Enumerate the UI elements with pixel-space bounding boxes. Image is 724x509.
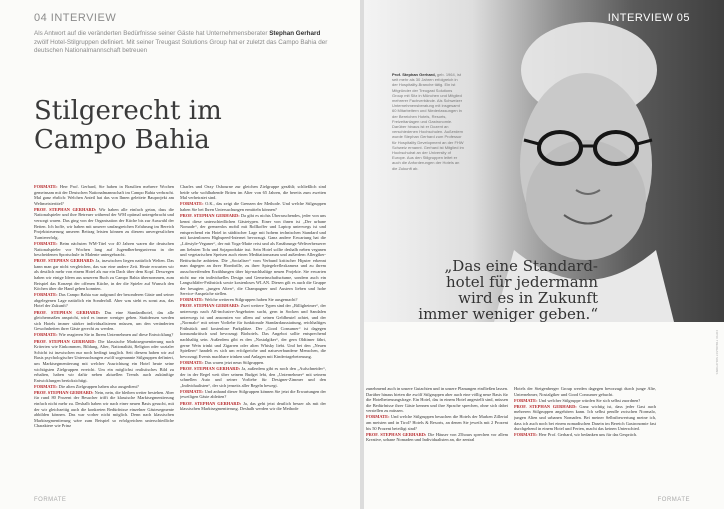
- paragraph-text: Ganz wichtig ist, dass jeder Gast auch mehreren Stilgruppen angehören kann. Ich selbst pendle zwischen Normalo, jungen Alten und urbanen Nomaden. Bei meiner Selbstbewertung meine ich, dass ich auch noch bei einem nomadischen Dasein im Bereich Gastronomie fast durchgehend in einem Hotel und Ferien, macht das keinen Unterschied.: [514, 403, 656, 432]
- paragraph: [180, 360, 326, 366]
- paragraph: [34, 241, 174, 258]
- paragraph-text: Die alten Zielgruppen haben also ausgedient?: [57, 383, 139, 389]
- caption-text: geb. 1964, ist seit mehr als 30 Jahren erfolgreich in der Hospitality-Branche tätig. Ein ist Mitgründer der Treugast Solutions Group mit Sitz in München und Mitglied mehrerer Fachverbände. Als Schweizer Unternehmensberatung mit insgesamt 60 Mitarbeitern und Niederlassungen in der Bereichen Hotels, Resorts, Freizeitanlagen und Gastronomie. Darüber hinaus ist er Dozent an verschiedenen Hochschulen. Außerdem wurde Stephan Gerhard zum Professor für Hospitality Development an der FHW Schweiz ernannt. Gerhard ist Mitglied im Hochschulrat an der University of Europe. Aus den Stilgruppen leitet er auch die Anforderungen der Hotels an die Zukunft ab.: [392, 72, 464, 171]
- intro-lead: Als Antwort auf die veränderten Bedürfnisse seiner Gäste hat Unternehmensberater: [34, 30, 268, 37]
- speaker-label: PROF. STEPHAN GERHARD:: [180, 400, 242, 406]
- paragraph: [366, 414, 508, 431]
- speaker-label: PROF. STEPHAN GERHARD:: [366, 431, 427, 437]
- paragraph-text: Ja, das geht jetzt deutlich besser als mit der klassischen Marktsegmentierung. Deshalb werden wir die Methode: [180, 400, 326, 412]
- paragraph-text: Hotels der Steigenberger Group werden dagegen bevorzugt durch junge Alte, Unternehmer, Nostalgiker und Good Consumer gebucht.: [514, 386, 656, 397]
- section-header: 04 INTERVIEW: [34, 12, 117, 24]
- speaker-label: FORMATE:: [34, 332, 58, 338]
- paragraph: [34, 184, 174, 206]
- paragraph-text: Das eine Standardhotel, das alle gleichermaßen anspricht, wird es immer weniger geben. Stattdessen werden sich Hotels immer stärker individualisieren müssen, um den veränderten Gewohnheiten ihrer Gäste gerecht zu werden.: [34, 309, 174, 332]
- paragraph: [366, 432, 508, 443]
- paragraph-text: Nein, nein, die bleiben weiter bestehen. Aber für rund 80 Prozent der Besucher trifft die klassische Marktsegmentierung einfach nicht mehr zu. Deshalb haben wir nach einer neuen Basis gesucht, mit der wir gleichzeitig auch die konkreten Bedürfnisse einzelner Gästesegmente abbilden können. Das war vorher nicht möglich. Denn nach klassischen Marktsegmentierung wäre zum Beispiel so erfolgreichen unterschiedliche Charaktere wie Prinz: [34, 389, 174, 429]
- paragraph-text: Und welcher Stilgruppe würden Sie sich selbst zuordnen?: [537, 397, 641, 403]
- photo-credit: FOTO: TREUGAST SOLUTIONS: [715, 330, 719, 375]
- paragraph: [180, 389, 326, 400]
- speaker-label: FORMATE:: [514, 397, 538, 403]
- paragraph-text: Und anhand dieser Stilgruppen können Sie jetzt die Erwartungen der jeweiligen Gäste ableiten?: [180, 388, 326, 400]
- paragraph: [514, 432, 656, 438]
- paragraph-text: Da gibt es nichts Überraschendes, jeder von uns kennt diese unterschiedlichen Gästetypen. Einer von ihnen ist „Der urbane Nomade“, der grenzenlos mobil mit Rollkoffer und Laptop unterwegs ist und entsprechend ein Hotel in städtischer Lage mit hohem technischen Standard und mit kostenlosem Highspeed-Internet bevorzugt. Ganz andere Erwartung hat die „Lifestyle-Veganer“, der mit Yoga-Matte reist und als Ernährungs-Weltverbesserer am liebsten Tofu und Sojaprodukte isst. Sein Hotel sollte deshalb neben veganen und vegetarischen Speisen auch einen Meditationsraum und außerdem Allergiker-Betttwäsche anbieten. Die „Socialiser“ vom Verbund kritischer Hipster erkennt man dagegen an ihrer Hornbrille, zu ihrer Spiegelreflexkamera und zu ihrem ausschweifenden Erzählungen über hip-nachhaltige neuen Projekte. Sie erwarten nicht nur ein individuelles Design und Gemeinschaftsräume, sondern auch ein Langschläfer-Frühstück sowie kostenloses WLAN. Diesen gilt es auch die Gruppe der besagten „jungen Alten“, die Champagner und Austern lieben und hohe Service-Ansprüche stellen.: [180, 212, 326, 297]
- title-line-2: Campo Bahia: [34, 125, 210, 155]
- right-column-2: [514, 386, 656, 496]
- paragraph-text: Die Häuser von 25hours sprechen vor allem Kreative, urbane Nomaden und Individualisten an, die zentral: [366, 431, 508, 443]
- right-column-1: [366, 386, 508, 496]
- left-page: [0, 0, 360, 509]
- quote-line-4: immer weniger geben.“: [418, 305, 598, 323]
- paragraph-text: zunehmend auch in unsere Gutachten und in unsere Planungen einfließen lassen. Darüber hinaus bieten die zwölf Stilgruppen aber auch eine völlig neue Basis für die Hotelbetreuungsfrage. Ein Hotel, das in einem Hotel angestellt sind, müssen die Bedürfnisse ihrer Gäste kennen und ihre Sprache sprechen, ohne sich dabei verstellen zu müssen.: [366, 386, 508, 414]
- speaker-label: PROF. STEPHAN GERHARD:: [180, 303, 240, 309]
- speaker-label: PROF. STEPHAN GERHARD:: [34, 389, 94, 395]
- paragraph-text: Das Campo Bahia war aufgrund der besonderen Gäste und seiner abgelegenen Lage natürlich ein Sonderfall. Aber was steht es sonst aus, das Hotel der Zukunft?: [34, 292, 174, 309]
- paragraph: [180, 303, 326, 359]
- paragraph-text: Wir haben alle einfach getan, dass die Nationalspieler und ihre Betreuer während der WM optimal untergebracht und versorgt waren. Das ging von der Organisation der Küche bis zur Auswahl der Betten. Ich hoffe, wir haben mit unserer umfangreichen Erfahrung im Bereich Projektsteuerung unseren Beitrag leisten können zu diesem unvergesslichen Turniererfolg.: [34, 206, 174, 240]
- paragraph-text: Welche weiteren Stilgruppen haben Sie ausgemacht?: [203, 297, 298, 303]
- paragraph: [34, 292, 174, 309]
- speaker-label: PROF. STEPHAN GERHARD:: [34, 338, 96, 344]
- speaker-label: FORMATE:: [180, 201, 204, 207]
- paragraph-text: Charles und Ozzy Osbourne zur gleichen Zielgruppe gezählt; schließlich sind beide sehr wohlhabende Briten im Alter von 65 Jahren, die bereits zum zweiten Mal verheiratet sind.: [180, 184, 326, 201]
- paragraph-text: Herr Prof. Gerhard, wir bedanken uns für das Gespräch.: [537, 432, 638, 438]
- paragraph-text: Wie reagieren Sie in Ihrem Unternehmen auf diese Entwicklung?: [57, 332, 174, 338]
- paragraph-text: Und welche Stilgruppen besuchen die Hotels der Marken Zillertal am meisten und in Tirol? Hotels & Resorts, an denen Sie jeweils mit 2 Prozent bis 50 Prozent beteiligt sind?: [366, 414, 508, 431]
- paragraph: [180, 401, 326, 412]
- paragraph: [180, 297, 326, 303]
- speaker-label: FORMATE:: [34, 184, 58, 189]
- speaker-label: FORMATE:: [34, 292, 58, 298]
- paragraph-text: Beim nächsten WM-Titel vor 40 Jahren waren die deutschen Nationalspieler vor Wochen lang auf Jugendherbergsniveau in der bescheidenen Sportschule in Malente untergebracht.: [34, 240, 174, 258]
- section-header-right: INTERVIEW 05: [607, 12, 690, 24]
- paragraph: [514, 398, 656, 404]
- paragraph-text: Zwei weitere Typen sind der „Billigheimer“, der unterwegs nach All-inclusive-Angeboten sucht, gern in Socken und Sandalen unterwegs ist und ansonsten vor allem auf seinen Geldbeutel achtet, und der „Normalo“ mit seiner Vorliebe für funktionale Standardausstattung, reichhaltiges Frühstück und kostenlose Parkplätze. Der „Good Consumer“ ist dagegen konsumkritisch und bevorzugt Biohotels. Das Angebot sollte entsprechend nachhaltig sein. Außerdem gibt es den „Nostalgiker“, der gern Oldtimer fährt, gerne Wein trinkt und Zigarren oder alten Whisky liebt. Und bei den „Neuen Spießern“ handelt es sich um erfolgreiche und naturverbundene Menschen, die bevorzugt Events machbare trinken und Anlagen mit Kindertagebetreuung.: [180, 303, 326, 359]
- paragraph-text: Ja, inzwischen liegen natürlich Welten. Das kann man gar nicht vergleichen, das war eine andere Zeit. Heute erwarten wir als deutlich mehr von einem Hotel als nur ein Dach über dem Kopf. Deswegen haben wir einige Ideen aus unserem Buch zu Campo Bahia übernommen, zum Beispiel das Konzept der offenen Küche, in der die Spieler auf Wunsch den Köchen über die Hand gehen konnten.: [34, 258, 174, 292]
- quote-line-2: hotel für jedermann: [446, 273, 598, 291]
- paragraph-text: Ja, außerdem gibt es noch den „Aufschneider“, der in der Regel weit über seinem Budget lebt, den „Unternehmer“ mit seinem schnellen Auto und seiner Vorliebe für Designer-Zimmer und den „Individualisten“, der sich jenseits aller Regeln bewegt.: [180, 366, 326, 388]
- speaker-label: FORMATE:: [180, 359, 204, 365]
- speaker-label: PROF. STEPHAN GERHARD:: [34, 206, 97, 212]
- title-line-1: Stilgerecht im: [34, 96, 222, 126]
- speaker-label: FORMATE:: [34, 383, 58, 389]
- paragraph: [180, 213, 326, 297]
- speaker-label: FORMATE:: [180, 297, 204, 303]
- paragraph: [514, 404, 656, 432]
- paragraph-text: Herr Prof. Gerhard, Sie haben in Brasilien mehrere Wochen gemeinsam mit der Deutschen Nationalmannschaft im Campo Bahia verbracht. Mal ganz ehrlich: Welchen Anteil hat das von Ihnen geleitete Bauprojekt am Weltmeistertitel?: [34, 184, 174, 206]
- paragraph: [34, 339, 174, 384]
- paragraph-text: O.K., das zeigt die Grenzen der Methode. Und welche Stilgruppen haben Sie bei Ihren Untersuchungen ermitteln können?: [180, 201, 326, 212]
- paragraph: [34, 390, 174, 429]
- paragraph-text: Das waren jetzt neun Stilgruppen.: [203, 359, 265, 365]
- left-footer: FORMATE: [34, 497, 67, 503]
- paragraph: [34, 258, 174, 292]
- paragraph: [180, 184, 326, 201]
- paragraph: [34, 332, 174, 338]
- quote-line-1: „Das eine Standard-: [444, 257, 598, 275]
- intro-rest: zwölf Hotel-Stilgruppen definiert. Mit seiner Treugast Solutions Group hat er zuletzt das Campo Bahia der deutschen Nationalmannschaft betreuen: [34, 38, 328, 55]
- paragraph: [180, 201, 326, 212]
- speaker-label: FORMATE:: [34, 240, 58, 246]
- left-column-1: [34, 184, 174, 497]
- photo-caption: [392, 72, 464, 171]
- speaker-label: PROF. STEPHAN GERHARD:: [34, 258, 95, 264]
- paragraph-text: Die klassische Marktsegmentierung nach Kriterien wie Einkommen, Bildung, Alter, Nationalität, Religion oder sozialer Schicht ist inzwischen nur noch bedingt tauglich. Seit diesem haben wir auf Basis psychologischer Untersuchungen zwölf sogenannte Stilgruppen definiert, um Marktsegmentierung mit welcher Ausrichtung ein Hotel heute seine wichtigsten Zielgruppen erreicht. Um ein möglichst realistisches Bild zu erhalten, haben wir dafür neben aktuellen Trends auch zukünftige Entwicklungen berücksichtigt.: [34, 338, 174, 383]
- left-column-2: [180, 184, 326, 497]
- paragraph: [34, 384, 174, 390]
- speaker-label: PROF. STEPHAN GERHARD:: [34, 309, 101, 315]
- speaker-label: PROF. STEPHAN GERHARD:: [180, 366, 241, 371]
- caption-name: Prof. Stephan Gerhard,: [392, 72, 436, 77]
- intro-text: [34, 30, 334, 56]
- speaker-label: PROF. STEPHAN GERHARD:: [514, 403, 577, 409]
- right-page: [364, 0, 724, 509]
- paragraph: [366, 386, 508, 414]
- article-title: [34, 97, 222, 155]
- speaker-label: FORMATE:: [514, 432, 538, 438]
- intro-name: Stephan Gerhard: [269, 30, 321, 37]
- paragraph: [34, 207, 174, 241]
- paragraph: [34, 310, 174, 332]
- speaker-label: FORMATE:: [366, 414, 390, 420]
- right-footer: FORMATE: [657, 497, 690, 503]
- speaker-label: FORMATE:: [180, 388, 204, 394]
- pull-quote: [390, 258, 598, 322]
- speaker-label: PROF. STEPHAN GERHARD:: [180, 212, 240, 218]
- quote-line-3: wird es in Zukunft: [458, 289, 598, 307]
- paragraph: [180, 366, 326, 388]
- paragraph: [514, 386, 656, 397]
